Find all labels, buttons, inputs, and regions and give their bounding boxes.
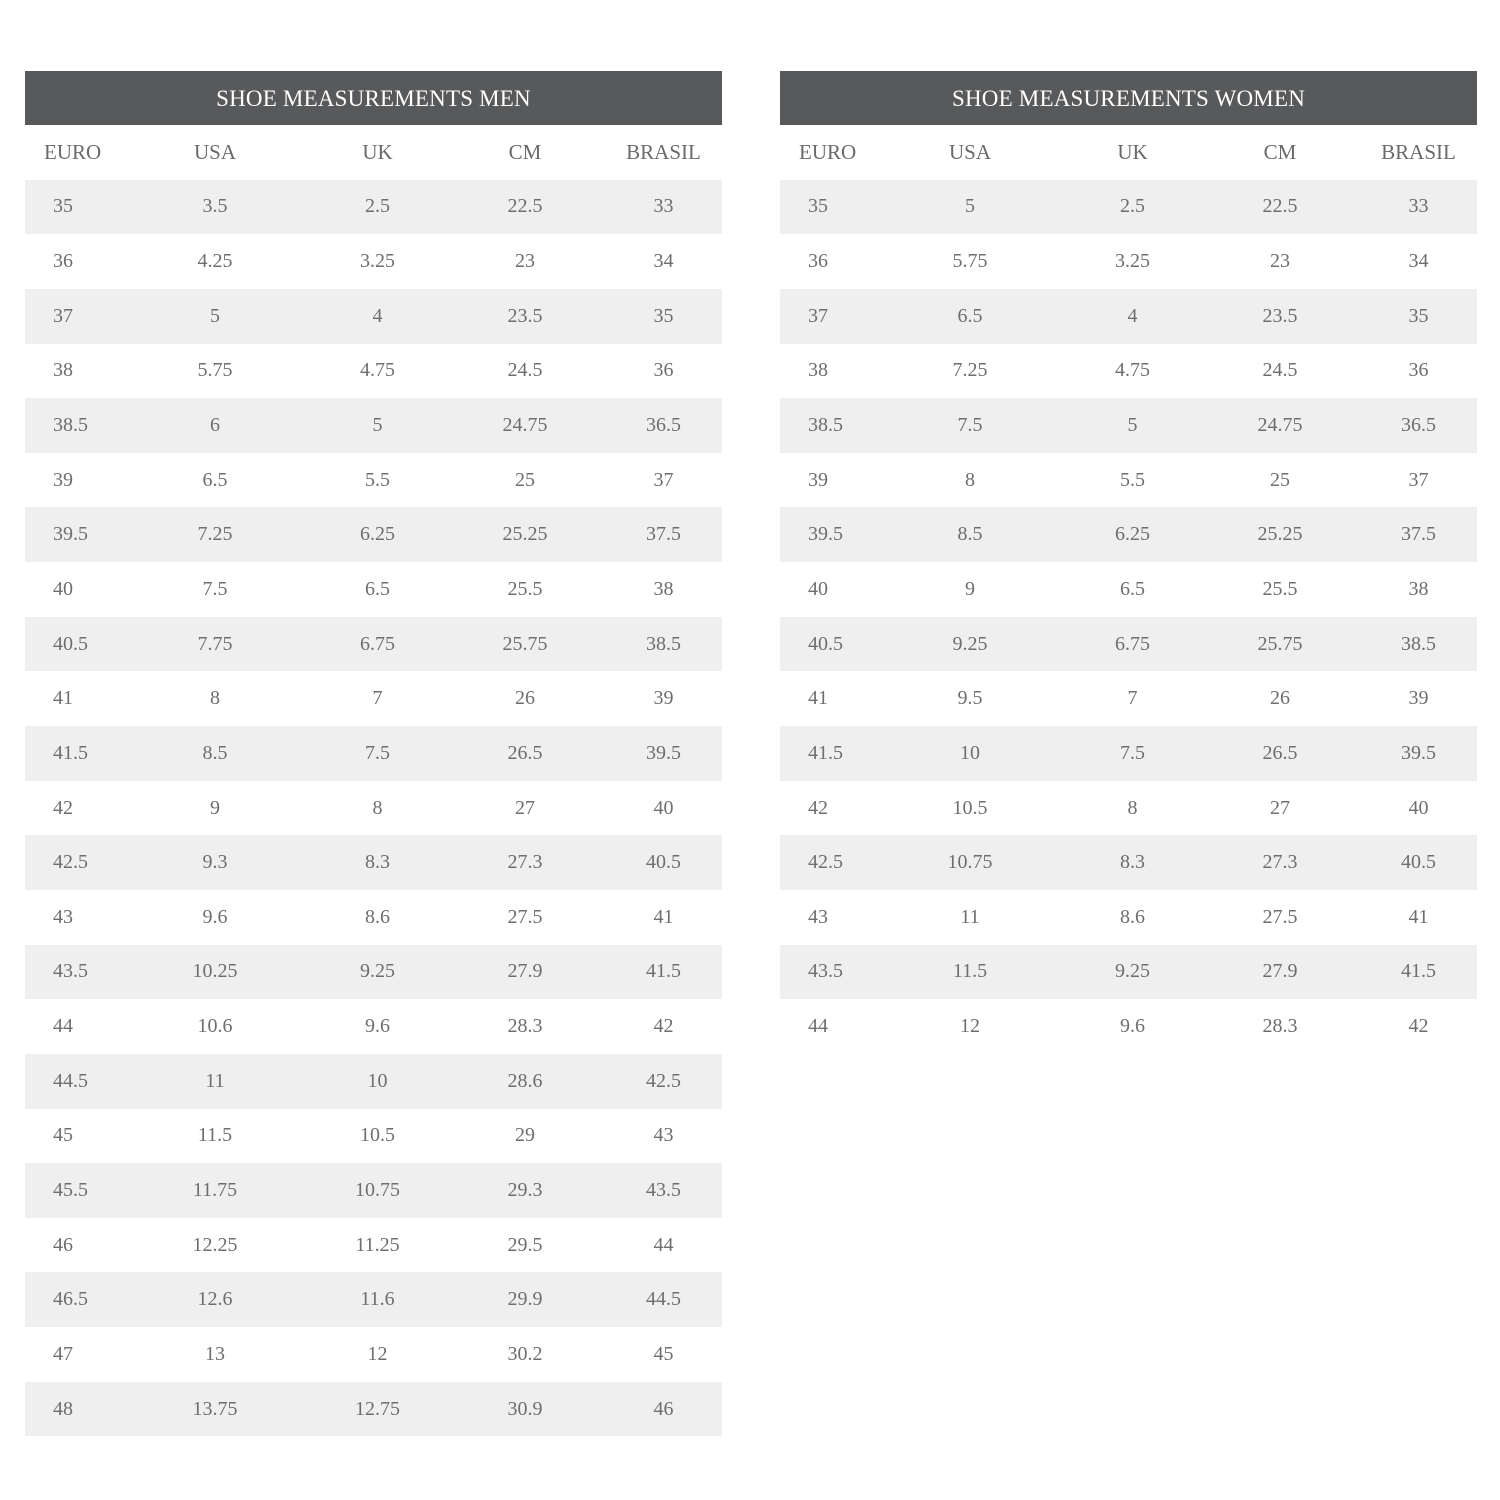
cell-usa: 11.5 [197,1124,233,1147]
cell-euro: 44.5 [53,1069,88,1092]
cell-brasil: 39.5 [1401,741,1436,764]
cell-euro: 36 [808,250,828,273]
table-row [25,945,722,1000]
cell-cm: 24.75 [1257,414,1303,437]
table-row [25,398,722,453]
cell-brasil: 37 [653,468,674,491]
table-row [25,1054,722,1109]
cell-usa: 9 [210,796,220,819]
cell-cm: 27.5 [1262,905,1298,928]
cell-cm: 24.5 [1262,359,1298,382]
cell-euro: 39 [53,468,73,491]
cell-cm: 30.9 [507,1397,543,1420]
cell-uk: 10.5 [360,1124,395,1147]
table-row [780,507,1477,562]
women-table-title: SHOE MEASUREMENTS WOMEN [780,71,1477,125]
table-row [780,999,1477,1054]
cell-usa: 11.75 [192,1178,238,1201]
table-row [780,835,1477,890]
cell-usa: 10.6 [197,1015,233,1038]
header-usa: USA [193,139,236,164]
cell-usa: 10.5 [952,796,988,819]
cell-euro: 45 [53,1124,73,1147]
cell-usa: 8.5 [957,523,983,546]
cell-uk: 8.3 [1120,851,1145,874]
cell-uk: 6.25 [1115,523,1150,546]
cell-uk: 12.75 [355,1397,400,1420]
cell-brasil: 44.5 [646,1288,681,1311]
cell-euro: 42.5 [53,851,88,874]
cell-cm: 29 [515,1124,535,1147]
cell-usa: 9.6 [202,905,228,928]
cell-brasil: 41.5 [646,960,681,983]
cell-usa: 8.5 [202,741,228,764]
cell-euro: 40 [808,577,828,600]
cell-uk: 8.6 [1120,905,1145,928]
header-cm: CM [1263,139,1297,164]
cell-cm: 27.5 [507,905,543,928]
cell-usa: 10.25 [192,960,238,983]
cell-uk: 6.75 [1115,632,1150,655]
header-uk: UK [1117,139,1148,164]
cell-cm: 25.25 [1257,523,1303,546]
cell-cm: 25.5 [1262,577,1298,600]
cell-euro: 48 [53,1397,73,1420]
header-uk: UK [362,139,393,164]
cell-uk: 5.5 [365,468,390,491]
header-brasil: BRASIL [1381,139,1456,164]
cell-uk: 7.5 [1120,741,1145,764]
cell-euro: 41.5 [808,741,843,764]
cell-uk: 7 [372,687,383,710]
header-cm: CM [508,139,542,164]
cell-euro: 40.5 [808,632,843,655]
cell-euro: 44 [53,1015,73,1038]
cell-usa: 9.3 [202,851,228,874]
cell-euro: 41.5 [53,741,88,764]
men-size-table [25,71,722,1436]
cell-uk: 8.6 [365,905,390,928]
cell-brasil: 37 [1408,468,1429,491]
cell-brasil: 35 [653,304,674,327]
cell-euro: 41 [53,687,73,710]
cell-uk: 6.25 [360,523,395,546]
cell-brasil: 35 [1408,304,1429,327]
cell-uk: 5 [372,414,383,437]
header-brasil: BRASIL [626,139,701,164]
table-row [780,726,1477,781]
cell-usa: 11 [205,1069,225,1092]
cell-brasil: 39 [653,687,674,710]
cell-cm: 27.3 [507,851,543,874]
cell-cm: 28.3 [507,1015,543,1038]
cell-euro: 42 [53,796,73,819]
table-row [25,344,722,399]
cell-brasil: 38.5 [1401,632,1436,655]
cell-usa: 3.5 [202,195,228,218]
cell-uk: 3.25 [1115,250,1150,273]
cell-euro: 41 [808,687,828,710]
cell-brasil: 39 [1408,687,1429,710]
cell-brasil: 36 [653,359,674,382]
cell-usa: 11 [960,905,980,928]
cell-brasil: 34 [1408,250,1429,273]
table-row [25,234,722,289]
cell-cm: 25 [515,468,535,491]
table-row [780,289,1477,344]
men-header-row [25,125,722,180]
header-usa: USA [948,139,991,164]
table-row [780,945,1477,1000]
cell-euro: 35 [53,195,73,218]
cell-brasil: 34 [653,250,674,273]
cell-euro: 44 [808,1015,828,1038]
cell-brasil: 38.5 [646,632,681,655]
cell-uk: 8.3 [365,851,390,874]
cell-cm: 29.3 [507,1178,543,1201]
table-row [25,1272,722,1327]
table-row [25,180,722,235]
table-row [780,180,1477,235]
cell-usa: 6 [210,414,220,437]
cell-uk: 9.6 [1120,1015,1145,1038]
cell-brasil: 43.5 [646,1178,681,1201]
table-row [780,398,1477,453]
cell-euro: 35 [808,195,828,218]
cell-usa: 12.25 [192,1233,238,1256]
cell-cm: 22.5 [507,195,543,218]
cell-brasil: 42 [1408,1015,1429,1038]
cell-usa: 7.25 [197,523,233,546]
cell-brasil: 33 [1408,195,1429,218]
cell-cm: 23 [515,250,535,273]
cell-uk: 8 [372,796,383,819]
cell-cm: 23.5 [1262,304,1298,327]
cell-usa: 13.75 [192,1397,238,1420]
cell-euro: 43.5 [808,960,843,983]
cell-cm: 25 [1270,468,1290,491]
table-row [25,1327,722,1382]
cell-cm: 26.5 [1262,741,1298,764]
cell-cm: 29.9 [507,1288,543,1311]
cell-euro: 46.5 [53,1288,88,1311]
cell-uk: 12 [367,1342,388,1365]
table-row [780,890,1477,945]
cell-brasil: 44 [653,1233,674,1256]
cell-brasil: 43 [653,1124,674,1147]
table-row [25,890,722,945]
cell-euro: 42 [808,796,828,819]
cell-cm: 26 [515,687,535,710]
cell-cm: 25.75 [502,632,548,655]
table-row [25,453,722,508]
cell-usa: 6.5 [957,304,983,327]
table-row [780,617,1477,672]
cell-cm: 28.3 [1262,1015,1298,1038]
cell-brasil: 46 [653,1397,674,1420]
table-row [25,781,722,836]
women-size-table [780,71,1477,1054]
cell-uk: 2.5 [1120,195,1145,218]
table-row [25,617,722,672]
cell-euro: 39 [808,468,828,491]
cell-usa: 8 [965,468,975,491]
table-row [780,453,1477,508]
cell-uk: 2.5 [365,195,390,218]
cell-uk: 4.75 [360,359,395,382]
cell-uk: 5.5 [1120,468,1145,491]
cell-euro: 43.5 [53,960,88,983]
cell-cm: 23 [1270,250,1290,273]
cell-usa: 7.5 [957,414,983,437]
cell-brasil: 40.5 [646,851,681,874]
cell-cm: 24.75 [502,414,548,437]
table-row [25,999,722,1054]
cell-brasil: 42.5 [646,1069,681,1092]
cell-euro: 38.5 [53,414,88,437]
cell-brasil: 40 [1408,796,1429,819]
cell-brasil: 40 [653,796,674,819]
men-table-body [25,180,722,1437]
cell-usa: 10.75 [947,851,993,874]
cell-uk: 4.75 [1115,359,1150,382]
table-row [25,562,722,617]
men-table-title: SHOE MEASUREMENTS MEN [25,71,722,125]
cell-euro: 38 [53,359,73,382]
cell-usa: 9 [965,577,975,600]
cell-usa: 4.25 [197,250,233,273]
cell-brasil: 36.5 [1401,414,1436,437]
cell-usa: 7.5 [202,577,228,600]
table-row [780,562,1477,617]
cell-uk: 3.25 [360,250,395,273]
cell-cm: 22.5 [1262,195,1298,218]
cell-euro: 43 [808,905,828,928]
cell-euro: 45.5 [53,1178,88,1201]
cell-cm: 29.5 [507,1233,543,1256]
cell-cm: 30.2 [507,1342,543,1365]
cell-usa: 5 [965,195,975,218]
cell-brasil: 36 [1408,359,1429,382]
cell-uk: 9.25 [1115,960,1150,983]
cell-brasil: 38 [653,577,674,600]
cell-uk: 10 [367,1069,388,1092]
cell-usa: 5.75 [952,250,988,273]
cell-cm: 27.9 [507,960,543,983]
cell-brasil: 36.5 [646,414,681,437]
cell-cm: 25.25 [502,523,548,546]
table-row [25,671,722,726]
table-row [780,781,1477,836]
cell-euro: 37 [53,304,73,327]
cell-brasil: 45 [653,1342,674,1365]
cell-euro: 47 [53,1342,73,1365]
cell-euro: 42.5 [808,851,843,874]
cell-usa: 5.75 [197,359,233,382]
cell-usa: 6.5 [202,468,228,491]
cell-euro: 39.5 [53,523,88,546]
cell-usa: 5 [210,304,220,327]
table-row [780,234,1477,289]
cell-brasil: 39.5 [646,741,681,764]
cell-uk: 4 [1127,304,1138,327]
cell-uk: 9.25 [360,960,395,983]
cell-brasil: 37.5 [646,523,681,546]
cell-euro: 39.5 [808,523,843,546]
cell-brasil: 41 [1408,905,1429,928]
cell-uk: 10.75 [355,1178,400,1201]
cell-uk: 7.5 [365,741,390,764]
table-row [780,671,1477,726]
cell-euro: 40 [53,577,73,600]
cell-cm: 25.5 [507,577,543,600]
cell-brasil: 38 [1408,577,1429,600]
header-euro: EURO [799,139,857,164]
cell-cm: 27 [1270,796,1290,819]
cell-cm: 24.5 [507,359,543,382]
cell-usa: 13 [205,1342,225,1365]
cell-brasil: 42 [653,1015,674,1038]
cell-euro: 40.5 [53,632,88,655]
cell-uk: 11.25 [355,1233,400,1256]
cell-euro: 46 [53,1233,73,1256]
cell-usa: 11.5 [952,960,988,983]
cell-usa: 7.25 [952,359,988,382]
table-row [25,289,722,344]
cell-brasil: 33 [653,195,674,218]
cell-cm: 26 [1270,687,1290,710]
cell-uk: 11.6 [360,1288,395,1311]
cell-uk: 6.75 [360,632,395,655]
women-table-body [780,180,1477,1054]
cell-brasil: 41 [653,905,674,928]
table-row [25,1382,722,1437]
cell-uk: 9.6 [365,1015,390,1038]
cell-usa: 10 [960,741,980,764]
table-row [780,344,1477,399]
cell-uk: 6.5 [1120,577,1145,600]
cell-cm: 23.5 [507,304,543,327]
cell-brasil: 37.5 [1401,523,1436,546]
cell-usa: 9.25 [952,632,988,655]
cell-euro: 36 [53,250,73,273]
cell-brasil: 40.5 [1401,851,1436,874]
cell-cm: 26.5 [507,741,543,764]
cell-usa: 12 [960,1015,980,1038]
table-row [25,1163,722,1218]
cell-cm: 25.75 [1257,632,1303,655]
header-euro: EURO [44,139,102,164]
table-row [25,507,722,562]
table-row [25,726,722,781]
cell-cm: 27.3 [1262,851,1298,874]
cell-euro: 38 [808,359,828,382]
cell-usa: 9.5 [957,687,983,710]
cell-cm: 27 [515,796,535,819]
cell-uk: 5 [1127,414,1138,437]
table-row [25,1218,722,1273]
table-row [25,1109,722,1164]
women-header-row [780,125,1477,180]
cell-usa: 7.75 [197,632,233,655]
cell-uk: 6.5 [365,577,390,600]
cell-euro: 37 [808,304,828,327]
cell-usa: 8 [210,687,220,710]
cell-euro: 43 [53,905,73,928]
cell-uk: 7 [1127,687,1138,710]
cell-euro: 38.5 [808,414,843,437]
table-row [25,835,722,890]
cell-brasil: 41.5 [1401,960,1436,983]
cell-cm: 28.6 [507,1069,543,1092]
cell-uk: 4 [372,304,383,327]
cell-uk: 8 [1127,796,1138,819]
cell-usa: 12.6 [197,1288,233,1311]
cell-cm: 27.9 [1262,960,1298,983]
